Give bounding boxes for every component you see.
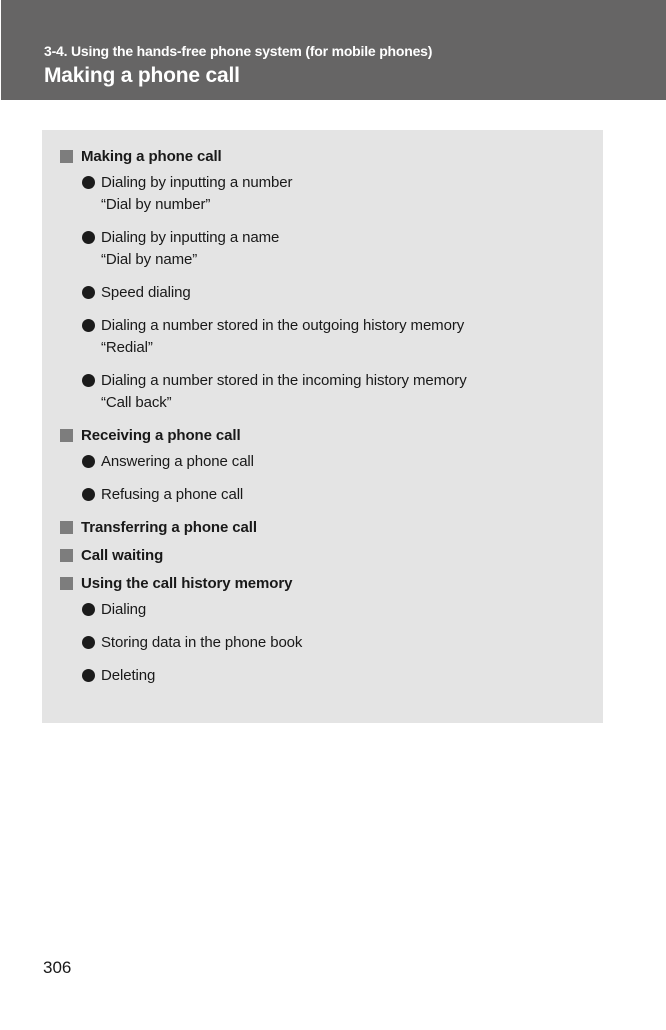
list-item [82, 632, 585, 654]
chapter-section-label: 3-4. Using the hands-free phone system (for mobile phones) [44, 43, 433, 59]
list-item [82, 227, 585, 271]
entry-text: Dialing by inputting a number [101, 174, 293, 191]
circle-bullet-icon [82, 286, 95, 299]
square-bullet-icon [60, 577, 73, 590]
list-section-heading [60, 146, 585, 168]
circle-bullet-icon [82, 636, 95, 649]
entry-text: Receiving a phone call [81, 427, 241, 444]
circle-bullet-icon [82, 319, 95, 332]
list-item [82, 451, 585, 473]
page-header [1, 0, 666, 100]
list-item [82, 282, 585, 304]
entry-text: Speed dialing [101, 284, 191, 301]
circle-bullet-icon [82, 374, 95, 387]
entry-text: Dialing a number stored in the outgoing history memory [101, 317, 465, 334]
circle-bullet-icon [82, 488, 95, 501]
summary-box [42, 130, 603, 723]
entry-text: Call waiting [81, 547, 164, 564]
entry-text: Dialing a number stored in the incoming history memory [101, 372, 467, 389]
circle-bullet-icon [82, 231, 95, 244]
circle-bullet-icon [82, 603, 95, 616]
entry-text: Storing data in the phone book [101, 634, 303, 651]
list-item [82, 315, 585, 359]
square-bullet-icon [60, 521, 73, 534]
list-item [82, 370, 585, 414]
circle-bullet-icon [82, 176, 95, 189]
entry-text: Dialing by inputting a name [101, 229, 280, 246]
square-bullet-icon [60, 549, 73, 562]
circle-bullet-icon [82, 455, 95, 468]
voice-command-text: “Redial” [101, 339, 153, 356]
voice-command-text: “Dial by number” [101, 196, 211, 213]
page-number: 306 [43, 958, 72, 977]
list-item [82, 599, 585, 621]
square-bullet-icon [60, 429, 73, 442]
list-item [82, 665, 585, 687]
entry-text: Making a phone call [81, 148, 222, 165]
list-item [82, 172, 585, 216]
page-title: Making a phone call [44, 64, 240, 87]
entry-text: Dialing [101, 601, 147, 618]
circle-bullet-icon [82, 669, 95, 682]
entry-text: Answering a phone call [101, 453, 254, 470]
list-item [82, 484, 585, 506]
voice-command-text: “Call back” [101, 394, 172, 411]
list-section-heading [60, 425, 585, 447]
voice-command-text: “Dial by name” [101, 251, 198, 268]
list-section-heading [60, 545, 585, 567]
entry-text: Deleting [101, 667, 156, 684]
entry-text: Transferring a phone call [81, 519, 257, 536]
entry-text: Refusing a phone call [101, 486, 244, 503]
entry-text: Using the call history memory [81, 575, 293, 592]
list-section-heading [60, 573, 585, 595]
list-section-heading [60, 517, 585, 539]
square-bullet-icon [60, 150, 73, 163]
